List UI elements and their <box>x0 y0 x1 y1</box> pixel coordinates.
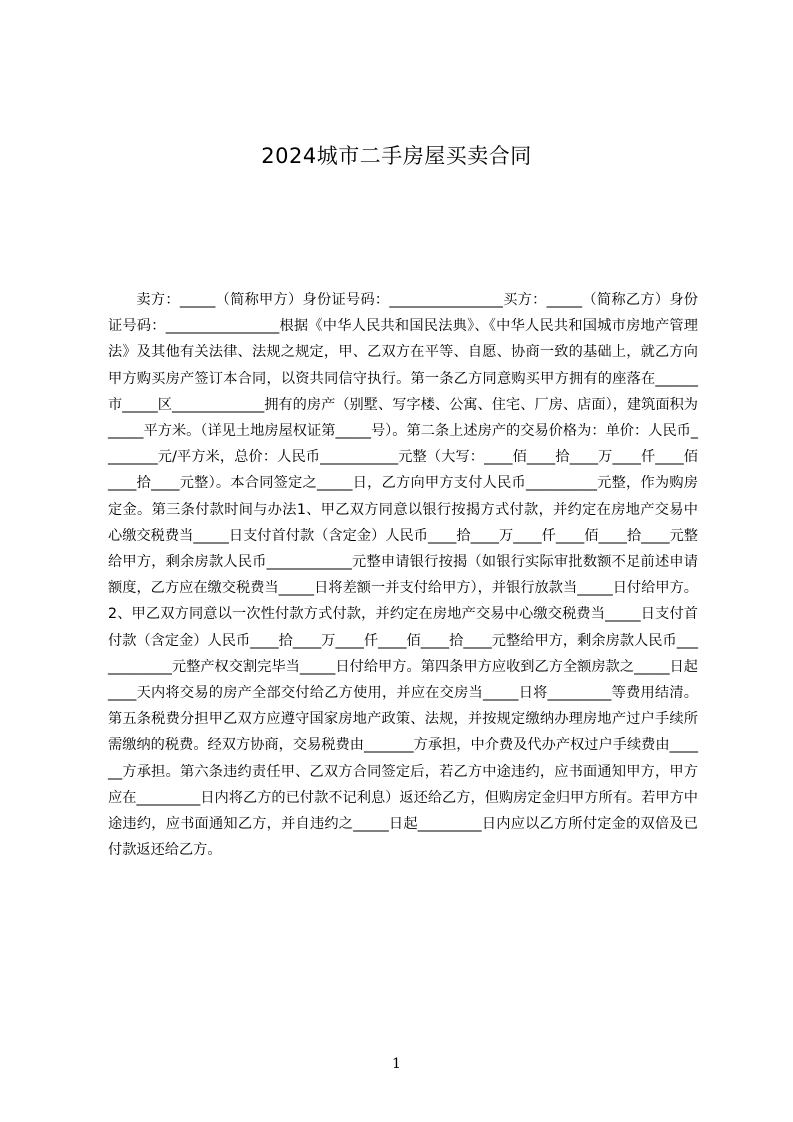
contract-body-text: 卖方：_____（简称甲方）身份证号码：________________买方：_____（简称乙方）身份证号码：________________根据《中华人民共和国民法典》、《中华人民共和国城市房地产管理法》及其他有关法律、法规之规定，甲、乙双方在平等、自愿、协商一致的基础上，就乙方向甲方购买房产签订本合同，以资共同信守执行。第一条乙方同意购买甲方拥有的座落在______市_____区_____________拥有的房产（别墅、写字楼、公寓、住宅、厂房、店面），建筑面积为_____平方米。（详见土地房屋权证第_____号）。第二条上述房产的交易价格为：单价：人民币________元/平方米，总价：人民币___________元整（大写：____佰____拾____万____仟____佰____拾____元整）。本合同签定之_____日，乙方向甲方支付人民币__________元整，作为购房定金。第三条付款时间与办法1、甲乙双方同意以银行按揭方式付款，并约定在房地产交易中心缴交税费当_____日支付首付款（含定金）人民币____拾____万____仟____佰____拾____元整给甲方，剩余房款人民币____________元整申请银行按揭（如银行实际审批数额不足前述申请额度，乙方应在缴交税费当_____日将差额一并支付给甲方），并银行放款当_____日付给甲方。2、甲乙双方同意以一次性付款方式付款，并约定在房地产交易中心缴交税费当_____日支付首付款（含定金）人民币____拾____万____仟____佰____拾____元整给甲方，剩余房款人民币____________元整产权交割完毕当_____日付给甲方。第四条甲方应收到乙方全额房款之_____日起____天内将交易的房产全部交付给乙方使用，并应在交房当_____日将_________等费用结清。第五条税费分担甲乙双方应遵守国家房地产政策、法规，并按规定缴纳办理房地产过户手续所需缴纳的税费。经双方协商，交易税费由_______方承担，中介费及代办产权过户手续费由______方承担。第六条违约责任甲、乙双方合同签定后，若乙方中途违约，应书面通知甲方，甲方应在_________日内将乙方的已付款不记利息）返还给乙方，但购房定金归甲方所有。若甲方中途违约，应书面通知乙方，并自违约之_____日起_________日内应以乙方所付定金的双倍及已付款返还给乙方。 <box>108 292 698 859</box>
document-title: 2024城市二手房屋买卖合同 <box>261 144 532 168</box>
page-number: 1 <box>392 1056 401 1072</box>
